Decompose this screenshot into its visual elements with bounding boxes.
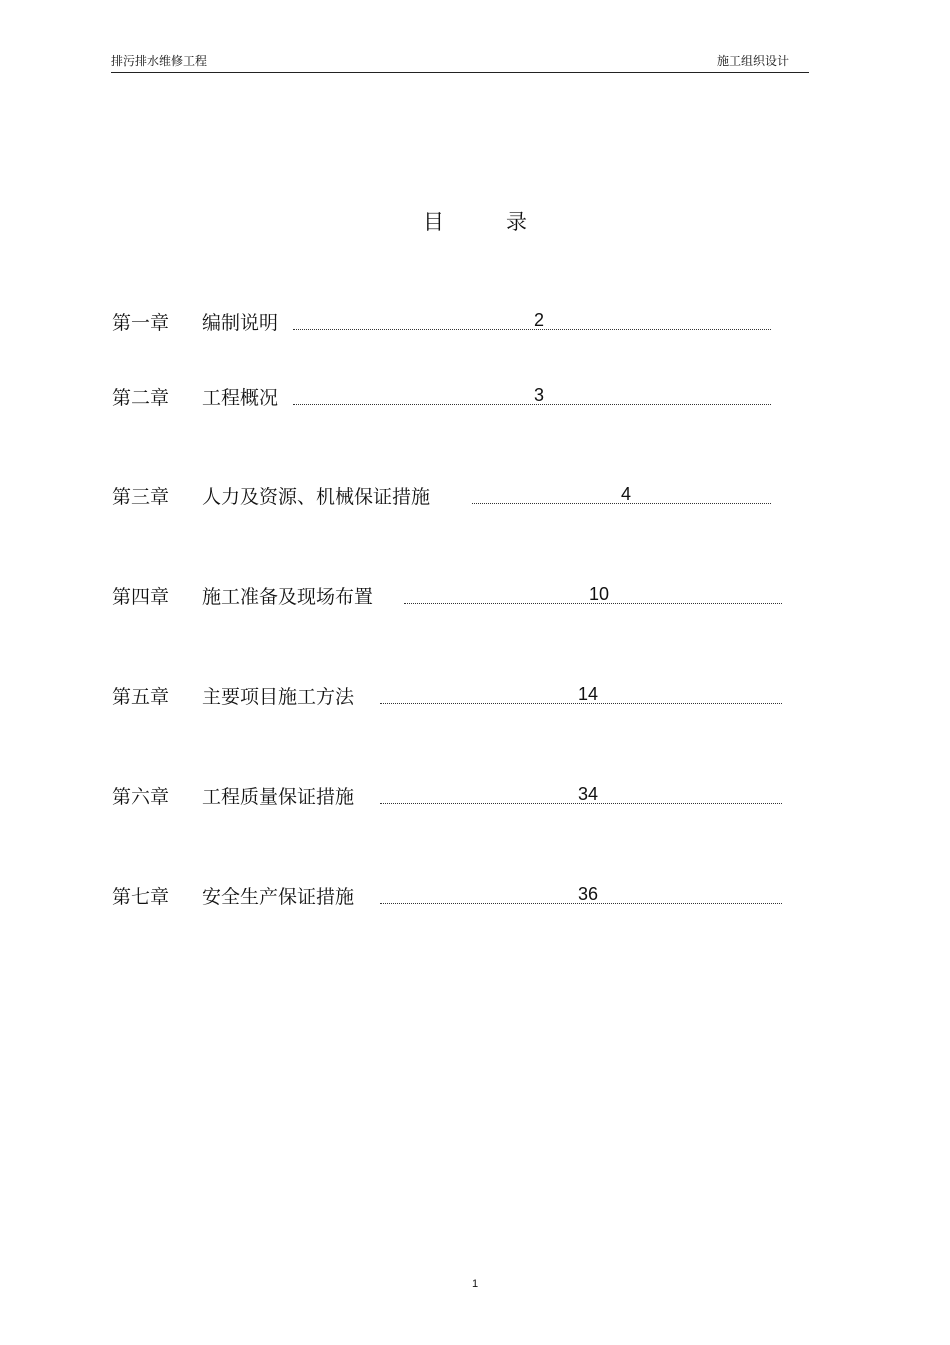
toc-chapter-title: 工程质量保证措施 (202, 786, 355, 808)
toc-chapter-title: 人力及资源、机械保证措施 (202, 486, 431, 508)
toc-page-number: 36 (578, 884, 599, 904)
toc-heading-char-1: 目 (423, 210, 444, 234)
toc-entry[interactable] (112, 582, 792, 610)
toc-entry[interactable] (112, 682, 792, 710)
toc-entry[interactable] (112, 383, 782, 411)
toc-page-number: 2 (534, 310, 545, 330)
toc-entry[interactable] (112, 308, 782, 336)
toc-page-number: 3 (534, 385, 545, 405)
header-document-type: 施工组织设计 (716, 54, 789, 68)
toc-page-number: 10 (589, 584, 610, 604)
toc-dot-leader (293, 329, 771, 330)
toc-chapter-label: 第二章 (112, 387, 170, 409)
header-project-name: 排污排水维修工程 (111, 54, 208, 68)
page-header (111, 48, 809, 73)
toc-chapter-title: 安全生产保证措施 (202, 886, 355, 908)
toc-chapter-title: 编制说明 (202, 312, 279, 334)
toc-heading (0, 206, 950, 236)
toc-chapter-label: 第七章 (112, 886, 170, 908)
footer-page-number: 1 (471, 1278, 479, 1290)
toc-chapter-title: 工程概况 (202, 387, 279, 409)
toc-chapter-label: 第四章 (112, 586, 170, 608)
toc-entry[interactable] (112, 482, 782, 510)
toc-chapter-title: 施工准备及现场布置 (202, 586, 374, 608)
toc-chapter-label: 第三章 (112, 486, 170, 508)
toc-entry[interactable] (112, 882, 792, 910)
toc-chapter-label: 第六章 (112, 786, 170, 808)
toc-page-number: 34 (578, 784, 599, 804)
toc-chapter-label: 第一章 (112, 312, 170, 334)
toc-chapter-label: 第五章 (112, 686, 170, 708)
toc-page-number: 14 (578, 684, 599, 704)
toc-heading-char-2: 录 (506, 210, 527, 234)
toc-chapter-title: 主要项目施工方法 (202, 686, 355, 708)
toc-dot-leader (293, 404, 771, 405)
toc-entry[interactable] (112, 782, 792, 810)
toc-page-number: 4 (621, 484, 632, 504)
